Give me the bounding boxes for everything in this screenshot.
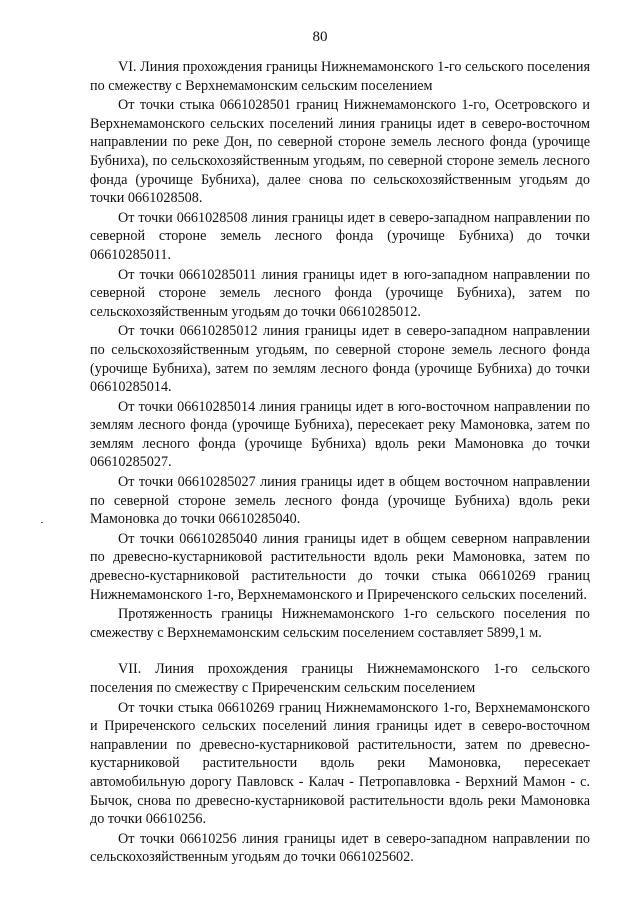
paragraph: От точки 0661028508 линия границы идет в северо-западном направлении по северной стороне земель лесного фонда (урочище Бубниха) до точки 06610285011.: [90, 209, 590, 263]
section-vii: [90, 660, 590, 867]
paragraph: От точки 06610256 линия границы идет в северо-западном направлении по сельскохозяйственным угодьям до точки 0661025602.: [90, 830, 590, 866]
section-spacer: [90, 642, 590, 660]
section-heading: VII. Линия прохождения границы Нижнемамонского 1-го сельского поселения по смежеству с Приреченским сельским поселением: [90, 661, 590, 696]
section-heading: VI. Линия прохождения границы Нижнемамонского 1-го сельского поселения по смежеству с Верхнемамонским сельским поселением: [90, 59, 590, 94]
paragraph: От точки 06610285040 линия границы идет в общем северном направлении по древесно-кустарниковой растительности вдоль реки Мамоновка, затем по древесно-кустарниковой растительности до точки стыка 06610269 границ Нижнемамонского 1-го, Верхнемамонского и Приреченского сельских поселений.: [90, 530, 590, 603]
margin-mark: [41, 522, 43, 523]
paragraph: От точки 06610285012 линия границы идет в северо-западном направлении по сельскохозяйственным угодьям, по северной стороне земель лесного фонда (урочище Бубниха), затем по землям лесного фонда (урочище Бубниха) до точки 06610285014.: [90, 323, 590, 396]
paragraph: От точки 06610285027 линия границы идет в общем восточном направлении по северной стороне земель лесного фонда (урочище Бубниха) вдоль реки Мамоновка до точки 06610285040.: [90, 474, 590, 528]
section-vi: [90, 58, 590, 642]
document-body: [90, 58, 590, 867]
paragraph: От точки стыка 06610269 границ Нижнемамонского 1-го, Верхнемамонского и Приреченского сельских поселений линия границы идет в северо-восточном направлении по древесно-кустарниковой растительности, затем по древесно-кустарниковой растительности вдоль реки Мамоновка, пересекает автомобильную дорогу Павловск - Калач - Петропавловка - Верхний Мамон - с. Бычок, снова по древесно-кустарниковой растительности вдоль реки Мамоновка до точки 06610256.: [90, 699, 590, 828]
paragraph: От точки 06610285011 линия границы идет в юго-западном направлении по северной стороне земель лесного фонда (урочище Бубниха), затем по сельскохозяйственным угодьям до точки 06610285012.: [90, 266, 590, 320]
paragraph: Протяженность границы Нижнемамонского 1-го сельского поселения по смежеству с Верхнемамонским сельским поселением составляет 5899,1 м.: [90, 606, 590, 641]
paragraph: От точки стыка 0661028501 границ Нижнемамонского 1-го, Осетровского и Верхнемамонского сельских поселений линия границы идет в северо-восточном направлении по реке Дон, по северной стороне земель лесного фонда (урочище Бубниха), по сельскохозяйственным угодьям, по северной стороне земель лесного фонда (урочище Бубниха), далее снова по сельскохозяйственным угодьям до точки 0661028508.: [90, 97, 590, 207]
paragraph: От точки 06610285014 линия границы идет в юго-восточном направлении по землям лесного фонда (урочище Бубниха), пересекает реку Мамоновка, затем по землям лесного фонда (урочище Бубниха) вдоль реки Мамоновка до точки 06610285027.: [90, 398, 590, 471]
page-number: 80: [312, 29, 328, 45]
